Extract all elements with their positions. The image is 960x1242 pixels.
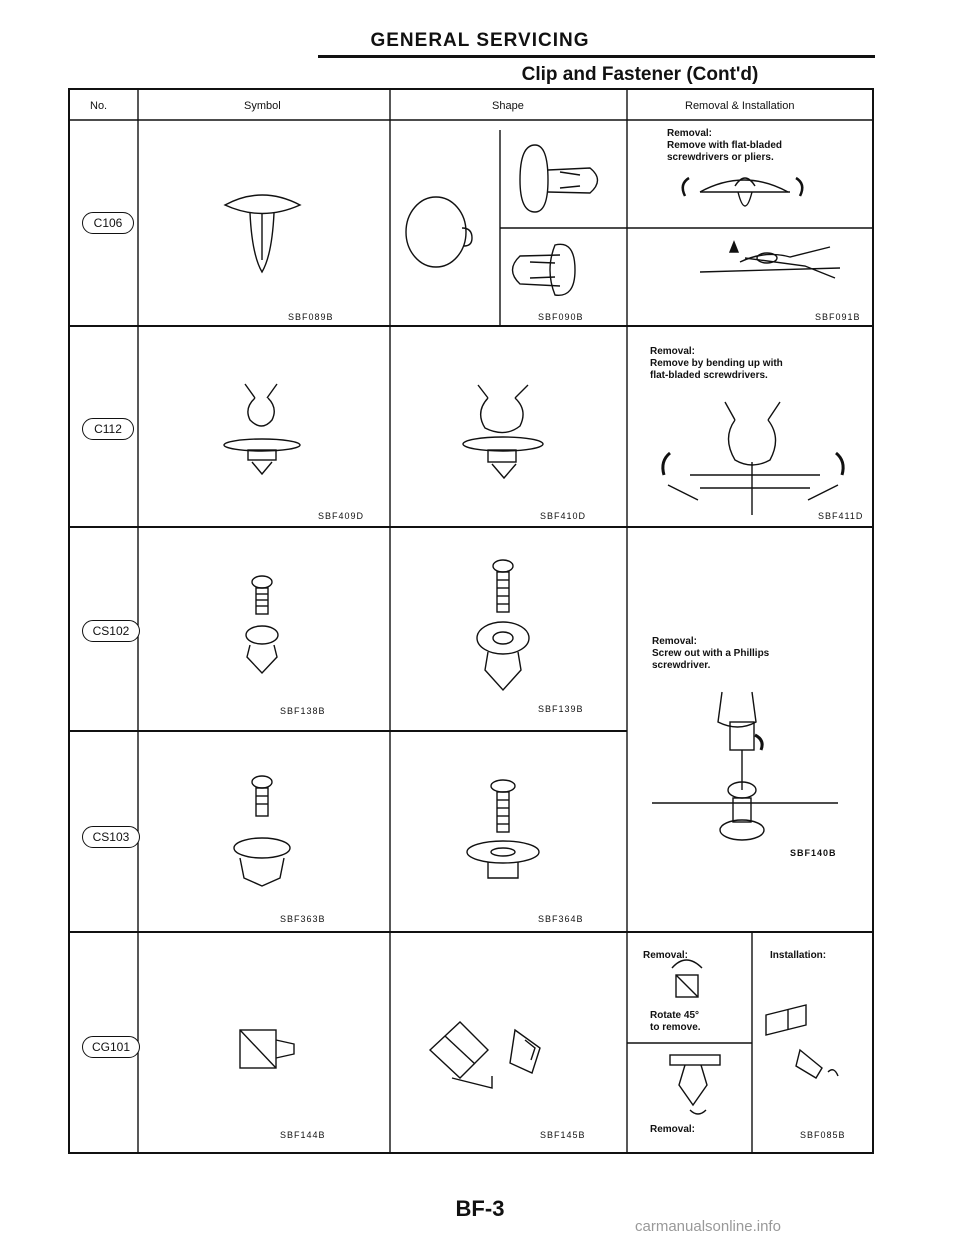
cg101-installation-label: Installation:: [770, 950, 827, 961]
c106-shape-icon: [406, 197, 472, 267]
c106-shape-code: SBF090B: [538, 312, 584, 322]
cs103-symbol-icon: [234, 776, 290, 886]
c106-symbol-code: SBF089B: [288, 312, 334, 322]
row-no-c112: C112: [82, 418, 134, 440]
c106-removal-note: Removal: Remove with flat-bladed screwdrivers or pliers.: [667, 128, 783, 163]
row-no-cs102: CS102: [82, 620, 140, 642]
cg101-installation-icon: [766, 1005, 838, 1078]
watermark: carmanualsonline.info: [635, 1218, 781, 1235]
page-number: BF-3: [455, 1196, 505, 1221]
cg101-removal-code: SBF085B: [800, 1130, 846, 1140]
cg101-rotate-note: Rotate 45° to remove.: [650, 1010, 701, 1033]
c106-shape-side-icon: [513, 145, 598, 295]
page-title: GENERAL SERVICING: [370, 30, 590, 51]
cs103-shape-icon: [467, 780, 539, 878]
cg101-shape-code: SBF145B: [540, 1130, 586, 1140]
phillips-removal-code: SBF140B: [790, 848, 837, 858]
c106-removal-code: SBF091B: [815, 312, 861, 322]
cs103-shape-code: SBF364B: [538, 914, 584, 924]
col-header-no: No.: [90, 100, 108, 112]
c106-symbol-icon: [225, 195, 300, 272]
cs102-symbol-icon: [246, 576, 278, 673]
cg101-removal-label-2: Removal:: [650, 1124, 696, 1135]
cg101-symbol-code: SBF144B: [280, 1130, 326, 1140]
cs102-symbol-code: SBF138B: [280, 706, 326, 716]
col-header-removal: Removal & Installation: [685, 100, 795, 112]
row-no-cs103: CS103: [82, 826, 140, 848]
cg101-removal-label: Removal:: [643, 950, 689, 961]
cg101-shape-icon: [430, 1022, 540, 1088]
c112-shape-code: SBF410D: [540, 511, 587, 521]
cs102-shape-code: SBF139B: [538, 704, 584, 714]
cg101-removal-icon: [670, 960, 720, 1114]
c112-shape-icon: [463, 385, 543, 478]
cs102-shape-icon: [477, 560, 529, 690]
phillips-removal-note: Removal: Screw out with a Phillips screwdriver.: [652, 636, 770, 671]
c112-removal-code: SBF411D: [818, 511, 864, 521]
c112-symbol-code: SBF409D: [318, 511, 365, 521]
row-no-cg101: CG101: [82, 1036, 140, 1058]
col-header-symbol: Symbol: [244, 100, 281, 112]
c112-removal-icon: [663, 402, 843, 515]
phillips-removal-icon: [652, 692, 838, 840]
cs103-symbol-code: SBF363B: [280, 914, 326, 924]
c112-removal-note: Removal: Remove by bending up with flat-bladed screwdrivers.: [650, 346, 783, 381]
cg101-symbol-icon: [240, 1030, 294, 1068]
col-header-shape: Shape: [492, 100, 524, 112]
page-subtitle: Clip and Fastener (Cont'd): [521, 64, 759, 85]
c112-symbol-icon: [224, 384, 300, 474]
row-no-c106: C106: [82, 212, 134, 234]
